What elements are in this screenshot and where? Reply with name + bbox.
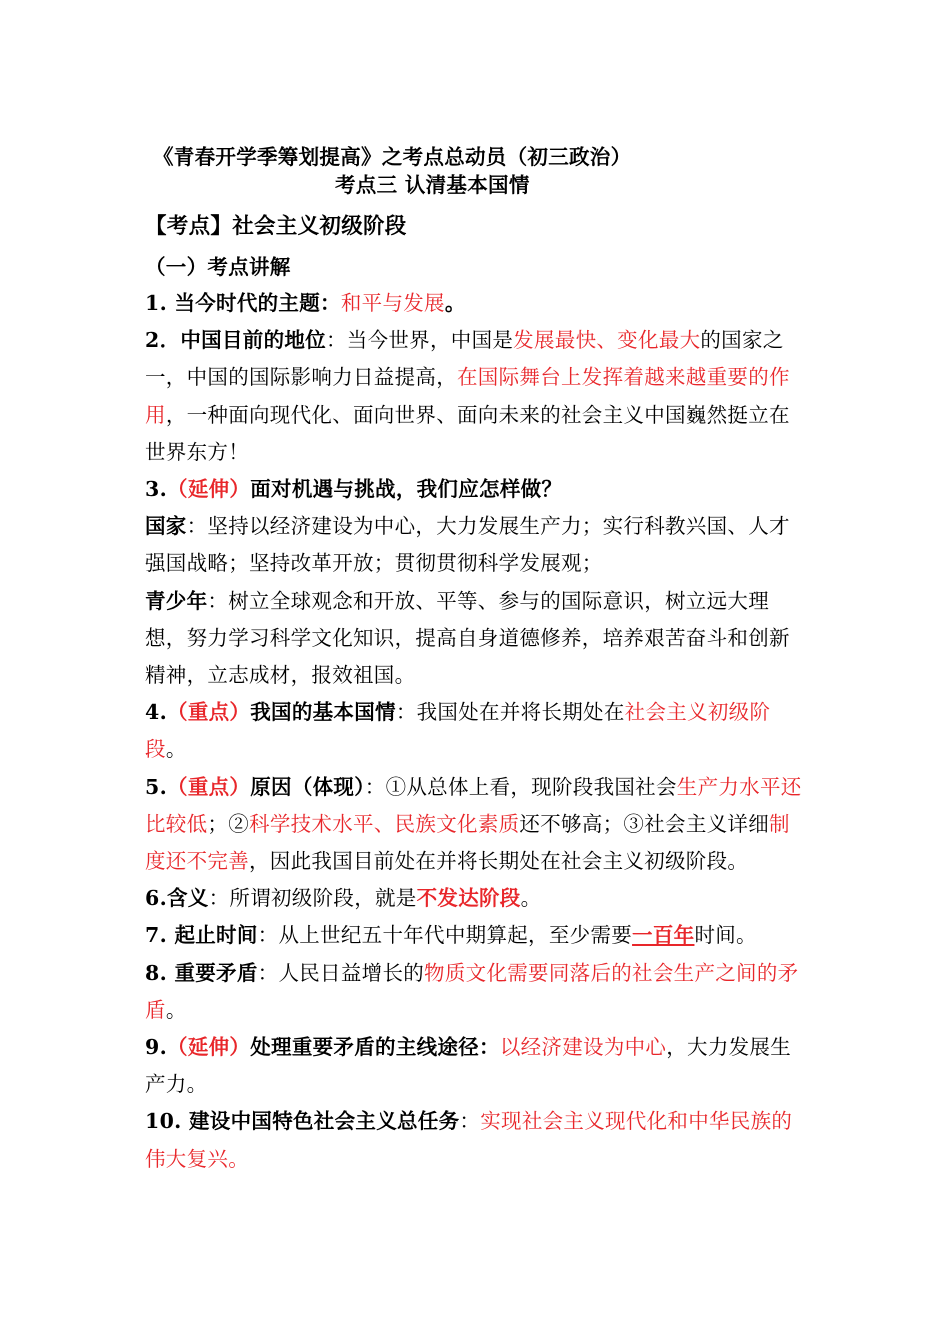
item-1-label: 1. 当今时代的主题：	[145, 291, 341, 315]
item-3-youth-label: 青少年	[145, 588, 208, 613]
item-4-tag: （重点）	[167, 700, 251, 725]
item-5-label: 原因（体现）	[250, 774, 365, 799]
section-heading: 【考点】社会主义初级阶段	[145, 214, 407, 239]
item-8-label: 8. 重要矛盾	[145, 960, 258, 985]
item-8: 8. 重要矛盾：人民日益增长的物质文化需要同落后的社会生产之间的矛盾。	[145, 960, 799, 1022]
section-subheading: （一）考点讲解	[145, 255, 291, 279]
item-2-highlight-1: 发展最快、变化最大	[513, 328, 701, 353]
item-6-label: 6.含义	[145, 886, 209, 911]
item-8-highlight: 物质文化需要同落后的社会生产之间的矛盾	[145, 960, 799, 1022]
item-5: 5.（重点）原因（体现）：①从总体上看，现阶段我国社会生产力水平还比较低；②科学技术水平、民族文化素质还不够高；③社会主义详细制度还不完善，因此我国目前处在并将长期处在社会主义初级阶段。	[145, 774, 802, 874]
item-5-highlight-2: 科学技术水平、民族文化素质	[249, 811, 520, 836]
document-page	[145, 143, 810, 1178]
item-3-label: 面对机遇与挑战，我们应怎样做？	[250, 477, 563, 502]
item-3-youth: 青少年：树立全球观念和开放、平等、参与的国际意识，树立远大理想，努力学习科学文化知识，提高自身道德修养，培养艰苦奋斗和创新精神，立志成材，报效祖国。	[145, 588, 790, 688]
item-9: 9.（延伸）处理重要矛盾的主线途径：以经济建设为中心，大力发展生产力。	[145, 1035, 792, 1097]
item-10-label: 10. 建设中国特色社会主义总任务	[145, 1109, 460, 1134]
item-2-label: 2．中国目前的地位	[145, 328, 326, 353]
item-7: 7. 起止时间：从上世纪五十年代中期算起，至少需要一百年时间。	[145, 923, 757, 948]
item-4: 4.（重点）我国的基本国情：我国处在并将长期处在社会主义初级阶段。	[145, 700, 771, 762]
item-1-highlight: 和平与发展	[340, 291, 445, 315]
item-7-label: 7. 起止时间	[145, 923, 258, 948]
doc-title: 《青春开学季筹划提高》之考点总动员（初三政治）	[153, 145, 632, 169]
item-5-tag: （重点）	[167, 774, 251, 799]
item-2-highlight-2: 在国际舞台上发挥着越来越重要的作用	[145, 365, 790, 427]
item-10: 10. 建设中国特色社会主义总任务：实现社会主义现代化和中华民族的伟大复兴。	[145, 1109, 793, 1171]
item-9-label: 处理重要矛盾的主线途径：	[250, 1035, 500, 1060]
item-9-highlight: 以经济建设为中心	[499, 1035, 667, 1060]
item-3: 3.（延伸）面对机遇与挑战，我们应怎样做？	[145, 477, 563, 502]
item-10-highlight: 实现社会主义现代化和中华民族的伟大复兴。	[145, 1109, 793, 1171]
item-9-tag: （延伸）	[167, 1035, 251, 1060]
item-7-highlight: 一百年	[632, 923, 695, 948]
item-2: 2．中国目前的地位：当今世界，中国是发展最快、变化最大的国家之一，中国的国际影响力日益提高，在国际舞台上发挥着越来越重要的作用，一种面向现代化、面向世界、面向未来的社会主义中国巍然挺立在世界东方！	[145, 328, 790, 464]
item-1: 1. 当今时代的主题：和平与发展。	[145, 291, 466, 315]
item-4-highlight: 社会主义初级阶段	[145, 700, 771, 762]
doc-subtitle: 考点三 认清基本国情	[335, 173, 530, 197]
item-3-country: 国家：坚持以经济建设为中心，大力发展生产力；实行科教兴国、人才强国战略；坚持改革开放；贯彻贯彻科学发展观；	[145, 514, 790, 576]
item-3-tag: （延伸）	[167, 477, 251, 502]
item-6: 6.含义：所谓初级阶段，就是不发达阶段。	[145, 886, 542, 911]
item-6-highlight: 不发达阶段	[416, 886, 521, 911]
item-5-highlight-3: 制度还不完善	[145, 811, 790, 874]
item-4-label: 我国的基本国情	[250, 700, 396, 725]
item-5-highlight-1: 生产力水平还比较低	[145, 774, 802, 836]
item-3-country-label: 国家	[145, 514, 187, 539]
